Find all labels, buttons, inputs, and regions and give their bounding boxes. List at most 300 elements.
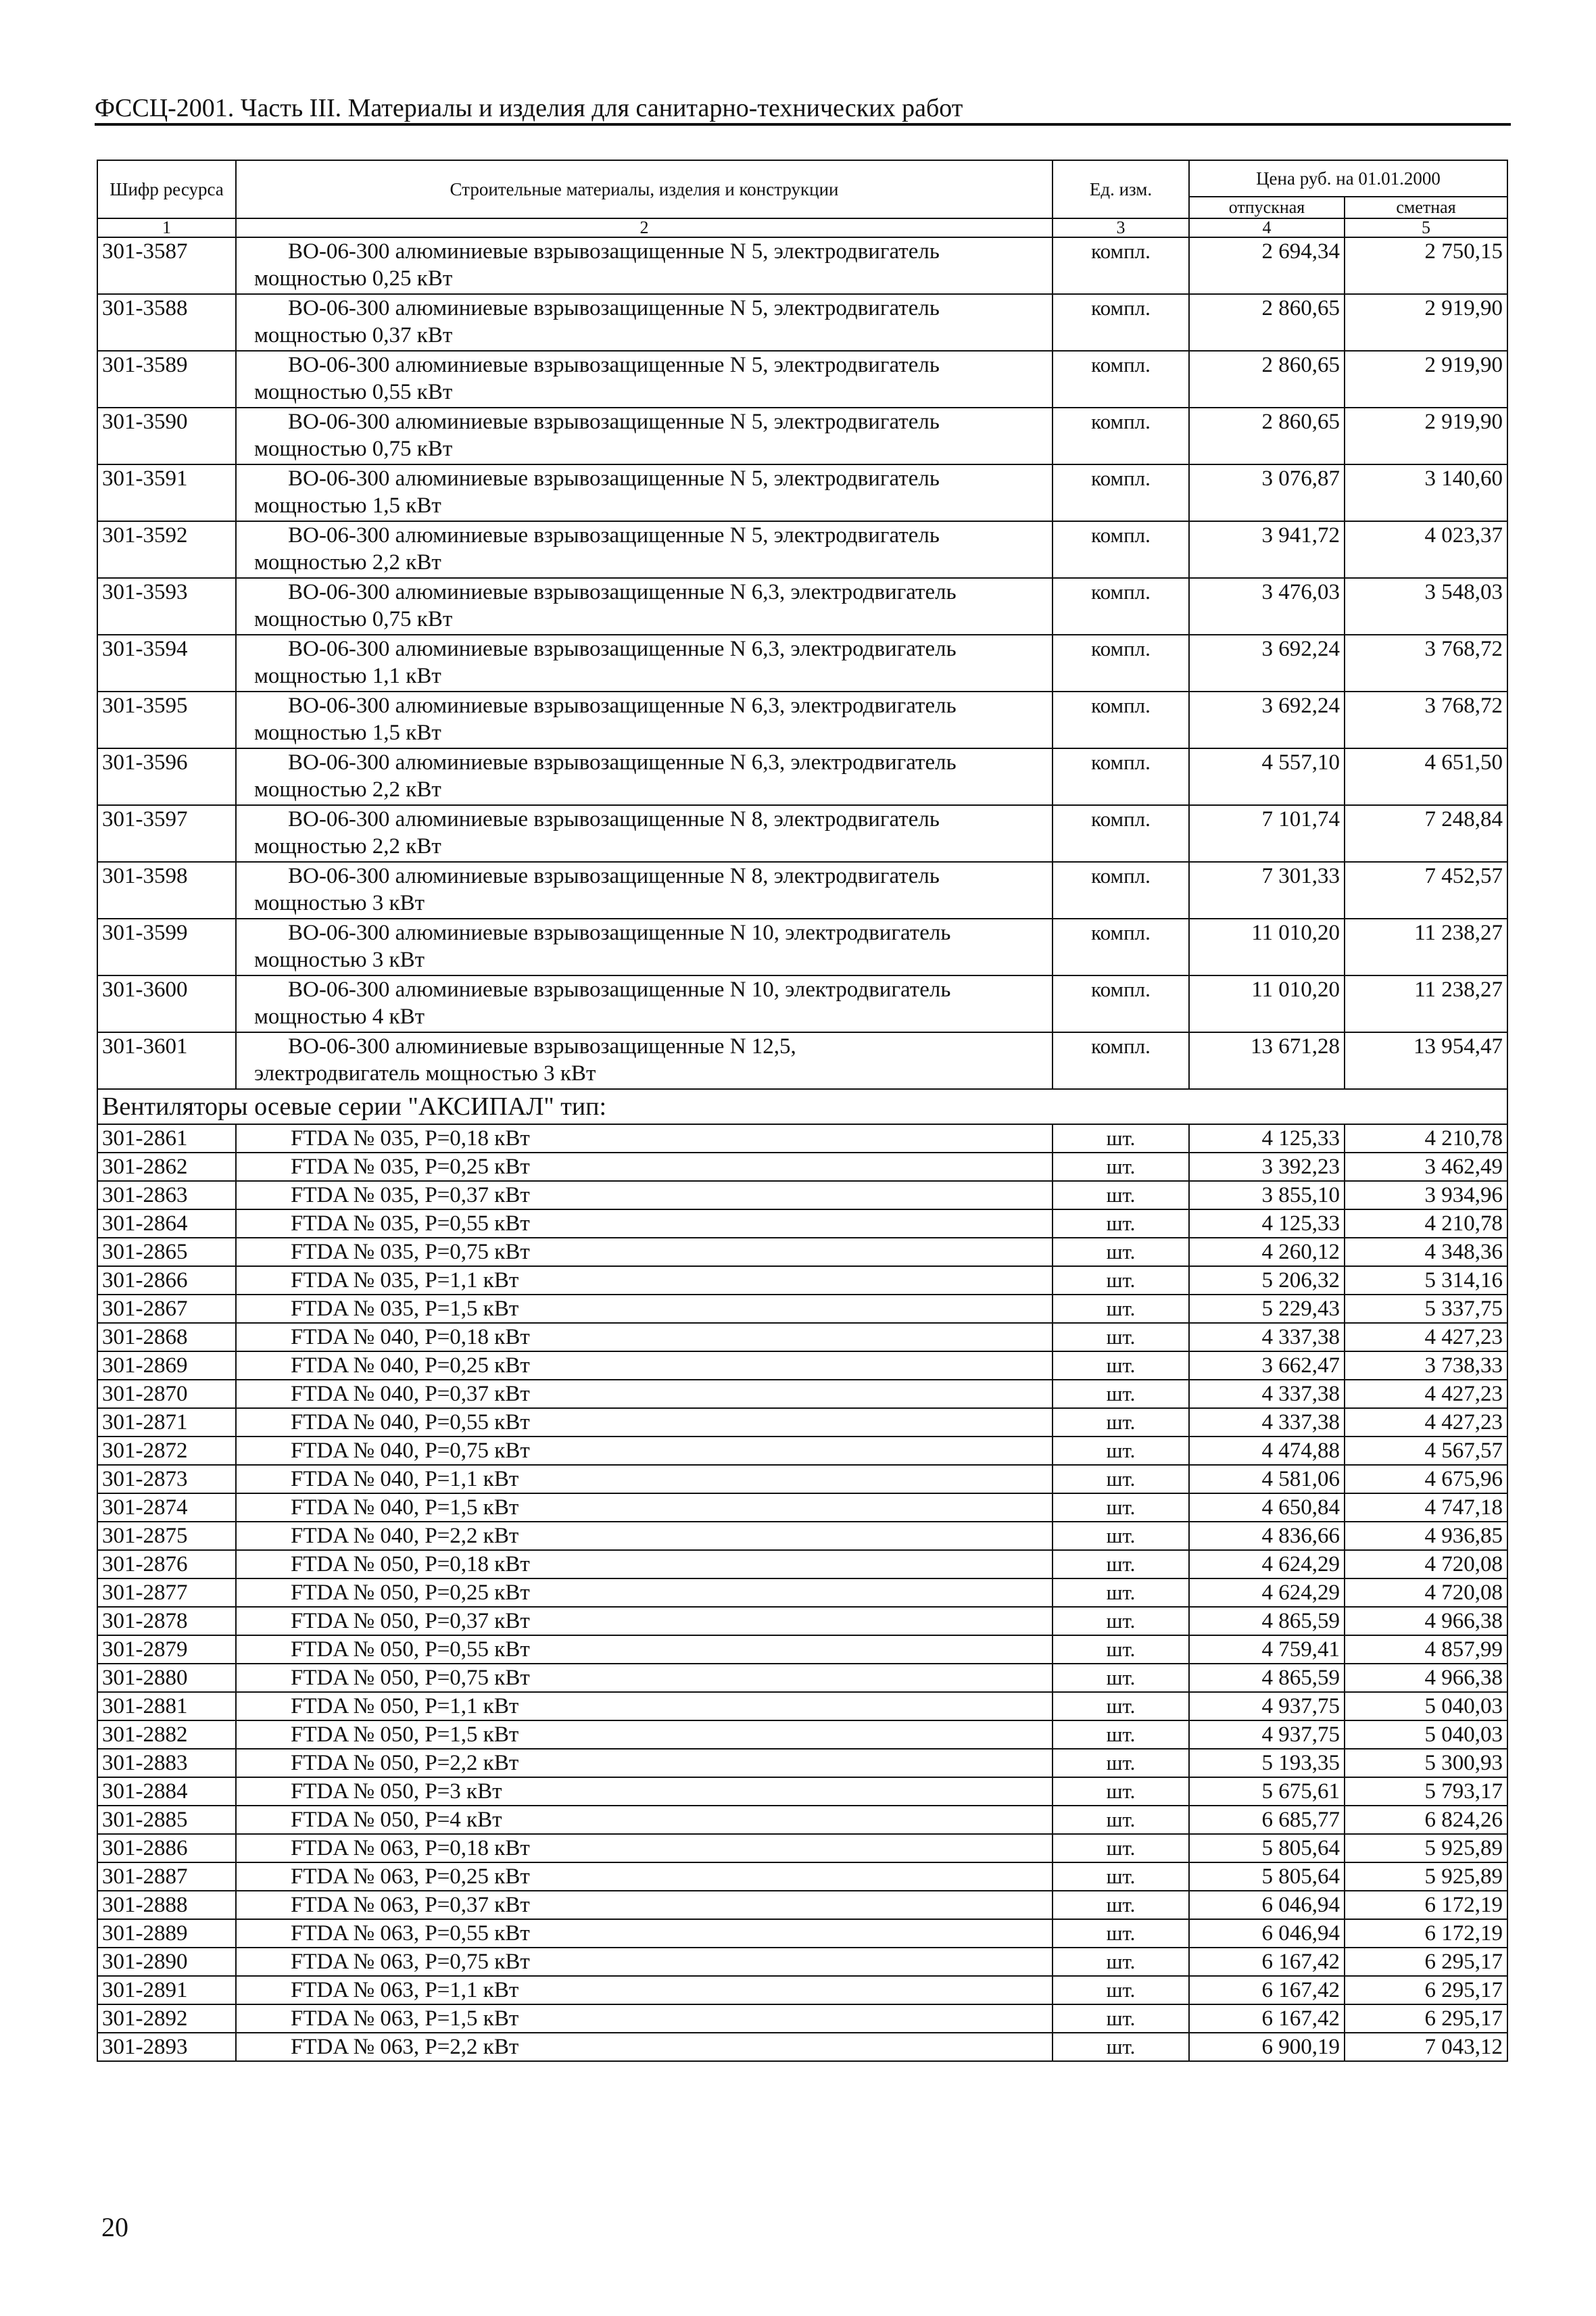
unit-of-measure: шт.	[1053, 1465, 1189, 1493]
unit-of-measure: шт.	[1053, 1550, 1189, 1578]
table-row	[97, 862, 1507, 919]
material-description: FTDA № 050, P=1,1 кВт	[236, 1692, 1053, 1720]
material-description: FTDA № 063, P=0,55 кВт	[236, 1919, 1053, 1948]
resource-code: 301-3595	[97, 692, 236, 748]
release-price: 3 392,23	[1189, 1153, 1345, 1181]
release-price: 5 805,64	[1189, 1862, 1345, 1891]
material-description: FTDA № 050, P=0,55 кВт	[236, 1635, 1053, 1664]
table-row	[97, 1692, 1507, 1720]
resource-code: 301-3591	[97, 464, 236, 521]
release-price: 13 671,28	[1189, 1032, 1345, 1089]
release-price: 5 206,32	[1189, 1266, 1345, 1295]
resource-code: 301-2875	[97, 1522, 236, 1550]
table-row	[97, 975, 1507, 1032]
estimate-price: 3 768,72	[1345, 692, 1507, 748]
material-description: FTDA № 050, P=2,2 кВт	[236, 1749, 1053, 1777]
material-description: FTDA № 063, P=0,37 кВт	[236, 1891, 1053, 1919]
description-line: ВО-06-300 алюминиевые взрывозащищенные N 8, электродвигатель	[288, 864, 940, 888]
unit-of-measure: шт.	[1053, 1323, 1189, 1351]
release-price: 3 692,24	[1189, 635, 1345, 692]
material-description: FTDA № 050, P=0,18 кВт	[236, 1550, 1053, 1578]
estimate-price: 6 172,19	[1345, 1919, 1507, 1948]
unit-of-measure: компл.	[1053, 635, 1189, 692]
release-price: 4 937,75	[1189, 1692, 1345, 1720]
material-description: FTDA № 040, P=0,75 кВт	[236, 1437, 1053, 1465]
resource-code: 301-3588	[97, 294, 236, 351]
unit-of-measure: шт.	[1053, 1607, 1189, 1635]
table-row	[97, 294, 1507, 351]
resource-code: 301-2870	[97, 1380, 236, 1408]
unit-of-measure: шт.	[1053, 1437, 1189, 1465]
description-line: ВО-06-300 алюминиевые взрывозащищенные N 5, электродвигатель	[288, 296, 940, 320]
estimate-price: 4 210,78	[1345, 1124, 1507, 1153]
resource-code: 301-2891	[97, 1976, 236, 2004]
resource-code: 301-2893	[97, 2033, 236, 2061]
header-price: Цена руб. на 01.01.2000	[1189, 160, 1507, 197]
estimate-price: 5 040,03	[1345, 1692, 1507, 1720]
estimate-price: 7 248,84	[1345, 805, 1507, 862]
table-row	[97, 2033, 1507, 2061]
resource-code: 301-3600	[97, 975, 236, 1032]
material-description	[236, 237, 1053, 294]
material-description: FTDA № 035, P=0,25 кВт	[236, 1153, 1053, 1181]
unit-of-measure: компл.	[1053, 464, 1189, 521]
release-price: 3 692,24	[1189, 692, 1345, 748]
estimate-price: 2 919,90	[1345, 351, 1507, 408]
resource-code: 301-2885	[97, 1806, 236, 1834]
table-row	[97, 1209, 1507, 1238]
release-price: 4 624,29	[1189, 1550, 1345, 1578]
material-description	[236, 919, 1053, 975]
resource-code: 301-2889	[97, 1919, 236, 1948]
release-price: 5 193,35	[1189, 1749, 1345, 1777]
estimate-price: 4 023,37	[1345, 521, 1507, 578]
resource-code: 301-3592	[97, 521, 236, 578]
material-description	[236, 464, 1053, 521]
estimate-price: 6 824,26	[1345, 1806, 1507, 1834]
table-row	[97, 1124, 1507, 1153]
material-description	[236, 748, 1053, 805]
description-line: ВО-06-300 алюминиевые взрывозащищенные N 5, электродвигатель	[288, 353, 940, 377]
table-row	[97, 237, 1507, 294]
release-price: 4 337,38	[1189, 1323, 1345, 1351]
column-number: 3	[1053, 218, 1189, 237]
material-description: FTDA № 040, P=1,5 кВт	[236, 1493, 1053, 1522]
resource-code: 301-2879	[97, 1635, 236, 1664]
estimate-price: 6 295,17	[1345, 2004, 1507, 2033]
resource-code: 301-2892	[97, 2004, 236, 2033]
description-line: ВО-06-300 алюминиевые взрывозащищенные N 6,3, электродвигатель	[288, 750, 957, 775]
resource-code: 301-2863	[97, 1181, 236, 1209]
unit-of-measure: шт.	[1053, 1777, 1189, 1806]
unit-of-measure: шт.	[1053, 1295, 1189, 1323]
release-price: 4 650,84	[1189, 1493, 1345, 1522]
description-line: мощностью 2,2 кВт	[254, 777, 441, 802]
release-price: 4 937,75	[1189, 1720, 1345, 1749]
estimate-price: 4 427,23	[1345, 1323, 1507, 1351]
description-line: мощностью 0,55 кВт	[254, 380, 453, 404]
resource-code: 301-2872	[97, 1437, 236, 1465]
column-number: 1	[97, 218, 236, 237]
table-row	[97, 1607, 1507, 1635]
description-line: мощностью 0,37 кВт	[254, 323, 453, 347]
header-code: Шифр ресурса	[97, 160, 236, 218]
description-line: мощностью 0,25 кВт	[254, 266, 453, 291]
material-description	[236, 692, 1053, 748]
description-line: ВО-06-300 алюминиевые взрывозащищенные N 5, электродвигатель	[288, 410, 940, 434]
estimate-price: 6 295,17	[1345, 1948, 1507, 1976]
estimate-price: 4 675,96	[1345, 1465, 1507, 1493]
release-price: 4 337,38	[1189, 1408, 1345, 1437]
estimate-price: 4 857,99	[1345, 1635, 1507, 1664]
resource-code: 301-2882	[97, 1720, 236, 1749]
material-description: FTDA № 050, P=3 кВт	[236, 1777, 1053, 1806]
estimate-price: 4 966,38	[1345, 1664, 1507, 1692]
release-price: 6 900,19	[1189, 2033, 1345, 2061]
material-description: FTDA № 035, P=0,55 кВт	[236, 1209, 1053, 1238]
release-price: 4 125,33	[1189, 1124, 1345, 1153]
unit-of-measure: шт.	[1053, 2033, 1189, 2061]
table-body-fans-vo	[97, 237, 1507, 1089]
description-line: ВО-06-300 алюминиевые взрывозащищенные N 12,5,	[288, 1034, 796, 1059]
estimate-price: 4 720,08	[1345, 1550, 1507, 1578]
estimate-price: 11 238,27	[1345, 919, 1507, 975]
estimate-price: 5 314,16	[1345, 1266, 1507, 1295]
resource-code: 301-2881	[97, 1692, 236, 1720]
table-row	[97, 919, 1507, 975]
estimate-price: 6 172,19	[1345, 1891, 1507, 1919]
resource-code: 301-2871	[97, 1408, 236, 1437]
estimate-price: 6 295,17	[1345, 1976, 1507, 2004]
description-line: мощностью 1,1 кВт	[254, 664, 441, 688]
description-line: мощностью 2,2 кВт	[254, 834, 441, 859]
description-line: ВО-06-300 алюминиевые взрывозащищенные N 5, электродвигатель	[288, 523, 940, 548]
release-price: 4 624,29	[1189, 1578, 1345, 1607]
material-description: FTDA № 035, P=0,37 кВт	[236, 1181, 1053, 1209]
table-row	[97, 1578, 1507, 1607]
unit-of-measure: шт.	[1053, 1380, 1189, 1408]
release-price: 2 694,34	[1189, 237, 1345, 294]
unit-of-measure: компл.	[1053, 1032, 1189, 1089]
description-line: электродвигатель мощностью 3 кВт	[254, 1061, 596, 1086]
column-number: 4	[1189, 218, 1345, 237]
table-row	[97, 1749, 1507, 1777]
resource-code: 301-3599	[97, 919, 236, 975]
estimate-price: 5 040,03	[1345, 1720, 1507, 1749]
description-line: мощностью 3 кВт	[254, 891, 425, 915]
release-price: 7 301,33	[1189, 862, 1345, 919]
release-price: 6 167,42	[1189, 1976, 1345, 2004]
unit-of-measure: шт.	[1053, 2004, 1189, 2033]
estimate-price: 7 452,57	[1345, 862, 1507, 919]
table-row	[97, 351, 1507, 408]
unit-of-measure: шт.	[1053, 1209, 1189, 1238]
estimate-price: 7 043,12	[1345, 2033, 1507, 2061]
table-row	[97, 1351, 1507, 1380]
release-price: 4 581,06	[1189, 1465, 1345, 1493]
material-description: FTDA № 063, P=1,5 кВт	[236, 2004, 1053, 2033]
resource-code: 301-2869	[97, 1351, 236, 1380]
resource-code: 301-2888	[97, 1891, 236, 1919]
table-row	[97, 1777, 1507, 1806]
unit-of-measure: шт.	[1053, 1862, 1189, 1891]
resource-code: 301-2876	[97, 1550, 236, 1578]
material-description: FTDA № 050, P=0,25 кВт	[236, 1578, 1053, 1607]
release-price: 6 167,42	[1189, 2004, 1345, 2033]
table-row	[97, 1380, 1507, 1408]
resource-code: 301-3594	[97, 635, 236, 692]
unit-of-measure: компл.	[1053, 862, 1189, 919]
description-line: мощностью 3 кВт	[254, 948, 425, 972]
release-price: 5 675,61	[1189, 1777, 1345, 1806]
release-price: 4 759,41	[1189, 1635, 1345, 1664]
unit-of-measure: шт.	[1053, 1266, 1189, 1295]
unit-of-measure: компл.	[1053, 692, 1189, 748]
table-row	[97, 408, 1507, 464]
table-row	[97, 1635, 1507, 1664]
resource-code: 301-2865	[97, 1238, 236, 1266]
material-description: FTDA № 063, P=1,1 кВт	[236, 1976, 1053, 2004]
estimate-price: 5 793,17	[1345, 1777, 1507, 1806]
section-row	[97, 1089, 1507, 1124]
description-line: мощностью 1,5 кВт	[254, 721, 441, 745]
section-title: Вентиляторы осевые серии "АКСИПАЛ" тип:	[97, 1089, 1507, 1124]
header-estimate-price: сметная	[1345, 197, 1507, 218]
resource-code: 301-2877	[97, 1578, 236, 1607]
release-price: 4 865,59	[1189, 1664, 1345, 1692]
resource-code: 301-2880	[97, 1664, 236, 1692]
estimate-price: 4 210,78	[1345, 1209, 1507, 1238]
release-price: 3 941,72	[1189, 521, 1345, 578]
table-row	[97, 1323, 1507, 1351]
material-description	[236, 975, 1053, 1032]
table-row	[97, 464, 1507, 521]
table-row	[97, 1919, 1507, 1948]
unit-of-measure: компл.	[1053, 975, 1189, 1032]
material-description: FTDA № 035, P=0,75 кВт	[236, 1238, 1053, 1266]
unit-of-measure: компл.	[1053, 351, 1189, 408]
column-numbers-row	[97, 218, 1507, 237]
table-row	[97, 1266, 1507, 1295]
description-line: мощностью 4 кВт	[254, 1005, 425, 1029]
estimate-price: 4 348,36	[1345, 1238, 1507, 1266]
table-row	[97, 1948, 1507, 1976]
release-price: 6 167,42	[1189, 1948, 1345, 1976]
release-price: 4 125,33	[1189, 1209, 1345, 1238]
table-row	[97, 1834, 1507, 1862]
unit-of-measure: компл.	[1053, 237, 1189, 294]
estimate-price: 4 651,50	[1345, 748, 1507, 805]
material-description: FTDA № 063, P=0,25 кВт	[236, 1862, 1053, 1891]
unit-of-measure: компл.	[1053, 521, 1189, 578]
estimate-price: 2 919,90	[1345, 408, 1507, 464]
table-row	[97, 1153, 1507, 1181]
unit-of-measure: шт.	[1053, 1948, 1189, 1976]
unit-of-measure: шт.	[1053, 1493, 1189, 1522]
release-price: 11 010,20	[1189, 919, 1345, 975]
unit-of-measure: шт.	[1053, 1124, 1189, 1153]
description-line: мощностью 2,2 кВт	[254, 550, 441, 575]
table-row	[97, 1295, 1507, 1323]
material-description: FTDA № 040, P=2,2 кВт	[236, 1522, 1053, 1550]
unit-of-measure: шт.	[1053, 1635, 1189, 1664]
material-description	[236, 294, 1053, 351]
material-description: FTDA № 040, P=1,1 кВт	[236, 1465, 1053, 1493]
resource-code: 301-3597	[97, 805, 236, 862]
unit-of-measure: шт.	[1053, 1408, 1189, 1437]
table-row	[97, 1550, 1507, 1578]
description-line: ВО-06-300 алюминиевые взрывозащищенные N 10, электродвигатель	[288, 978, 951, 1002]
table-row	[97, 1806, 1507, 1834]
page-header-title: ФССЦ-2001. Часть III. Материалы и изделия для санитарно-технических работ	[95, 94, 963, 122]
release-price: 4 260,12	[1189, 1238, 1345, 1266]
resource-code: 301-2884	[97, 1777, 236, 1806]
estimate-price: 3 462,49	[1345, 1153, 1507, 1181]
table-row	[97, 748, 1507, 805]
header-release-price: отпускная	[1189, 197, 1345, 218]
unit-of-measure: шт.	[1053, 1578, 1189, 1607]
unit-of-measure: шт.	[1053, 1153, 1189, 1181]
description-line: ВО-06-300 алюминиевые взрывозащищенные N 5, электродвигатель	[288, 466, 940, 491]
estimate-price: 5 337,75	[1345, 1295, 1507, 1323]
release-price: 5 805,64	[1189, 1834, 1345, 1862]
resource-code: 301-3587	[97, 237, 236, 294]
release-price: 5 229,43	[1189, 1295, 1345, 1323]
resource-code: 301-2874	[97, 1493, 236, 1522]
table-row	[97, 1181, 1507, 1209]
estimate-price: 3 738,33	[1345, 1351, 1507, 1380]
column-number: 5	[1345, 218, 1507, 237]
table-row	[97, 2004, 1507, 2033]
material-description: FTDA № 063, P=0,18 кВт	[236, 1834, 1053, 1862]
release-price: 3 855,10	[1189, 1181, 1345, 1209]
material-description	[236, 635, 1053, 692]
unit-of-measure: компл.	[1053, 919, 1189, 975]
estimate-price: 4 936,85	[1345, 1522, 1507, 1550]
unit-of-measure: шт.	[1053, 1664, 1189, 1692]
estimate-price: 2 919,90	[1345, 294, 1507, 351]
unit-of-measure: шт.	[1053, 1891, 1189, 1919]
resource-code: 301-3589	[97, 351, 236, 408]
release-price: 6 046,94	[1189, 1919, 1345, 1948]
table-row	[97, 1465, 1507, 1493]
description-line: мощностью 0,75 кВт	[254, 607, 453, 631]
table-row	[97, 1720, 1507, 1749]
estimate-price: 11 238,27	[1345, 975, 1507, 1032]
estimate-price: 3 548,03	[1345, 578, 1507, 635]
material-description: FTDA № 035, P=0,18 кВт	[236, 1124, 1053, 1153]
unit-of-measure: шт.	[1053, 1749, 1189, 1777]
column-number: 2	[236, 218, 1053, 237]
resource-code: 301-3598	[97, 862, 236, 919]
resource-code: 301-2887	[97, 1862, 236, 1891]
estimate-price: 13 954,47	[1345, 1032, 1507, 1089]
release-price: 4 557,10	[1189, 748, 1345, 805]
table-body-section	[97, 1089, 1507, 1124]
release-price: 2 860,65	[1189, 294, 1345, 351]
header-rule	[95, 123, 1511, 126]
unit-of-measure: шт.	[1053, 1720, 1189, 1749]
estimate-price: 3 768,72	[1345, 635, 1507, 692]
price-table	[97, 160, 1508, 2062]
table-row	[97, 1437, 1507, 1465]
resource-code: 301-2878	[97, 1607, 236, 1635]
resource-code: 301-3590	[97, 408, 236, 464]
description-line: ВО-06-300 алюминиевые взрывозащищенные N 6,3, электродвигатель	[288, 580, 957, 604]
unit-of-measure: шт.	[1053, 1919, 1189, 1948]
resource-code: 301-2890	[97, 1948, 236, 1976]
header-description: Строительные материалы, изделия и конструкции	[236, 160, 1053, 218]
resource-code: 301-2883	[97, 1749, 236, 1777]
unit-of-measure: шт.	[1053, 1806, 1189, 1834]
material-description	[236, 351, 1053, 408]
release-price: 4 474,88	[1189, 1437, 1345, 1465]
estimate-price: 5 925,89	[1345, 1834, 1507, 1862]
table-body-fans-ftda	[97, 1124, 1507, 2061]
release-price: 2 860,65	[1189, 351, 1345, 408]
release-price: 4 337,38	[1189, 1380, 1345, 1408]
table-row	[97, 1664, 1507, 1692]
estimate-price: 4 966,38	[1345, 1607, 1507, 1635]
resource-code: 301-2866	[97, 1266, 236, 1295]
estimate-price: 4 720,08	[1345, 1578, 1507, 1607]
unit-of-measure: компл.	[1053, 748, 1189, 805]
description-line: ВО-06-300 алюминиевые взрывозащищенные N 5, электродвигатель	[288, 239, 940, 264]
release-price: 4 865,59	[1189, 1607, 1345, 1635]
estimate-price: 4 567,57	[1345, 1437, 1507, 1465]
resource-code: 301-3601	[97, 1032, 236, 1089]
material-description: FTDA № 050, P=1,5 кВт	[236, 1720, 1053, 1749]
release-price: 6 046,94	[1189, 1891, 1345, 1919]
description-line: ВО-06-300 алюминиевые взрывозащищенные N 8, электродвигатель	[288, 807, 940, 831]
estimate-price: 4 427,23	[1345, 1408, 1507, 1437]
material-description: FTDA № 063, P=2,2 кВт	[236, 2033, 1053, 2061]
release-price: 7 101,74	[1189, 805, 1345, 862]
unit-of-measure: компл.	[1053, 805, 1189, 862]
description-line: ВО-06-300 алюминиевые взрывозащищенные N 6,3, электродвигатель	[288, 637, 957, 661]
table-row	[97, 805, 1507, 862]
estimate-price: 5 300,93	[1345, 1749, 1507, 1777]
estimate-price: 2 750,15	[1345, 237, 1507, 294]
unit-of-measure: шт.	[1053, 1976, 1189, 2004]
unit-of-measure: шт.	[1053, 1351, 1189, 1380]
material-description: FTDA № 063, P=0,75 кВт	[236, 1948, 1053, 1976]
material-description: FTDA № 050, P=4 кВт	[236, 1806, 1053, 1834]
resource-code: 301-2868	[97, 1323, 236, 1351]
material-description	[236, 862, 1053, 919]
table-row	[97, 1522, 1507, 1550]
description-line: ВО-06-300 алюминиевые взрывозащищенные N 10, электродвигатель	[288, 921, 951, 945]
material-description: FTDA № 035, P=1,1 кВт	[236, 1266, 1053, 1295]
header-unit: Ед. изм.	[1053, 160, 1189, 218]
page-number: 20	[101, 2212, 128, 2242]
table-row	[97, 578, 1507, 635]
table-row	[97, 1032, 1507, 1089]
material-description: FTDA № 040, P=0,25 кВт	[236, 1351, 1053, 1380]
description-line: мощностью 0,75 кВт	[254, 437, 453, 461]
resource-code: 301-2862	[97, 1153, 236, 1181]
material-description	[236, 578, 1053, 635]
table-row	[97, 1976, 1507, 2004]
material-description: FTDA № 040, P=0,37 кВт	[236, 1380, 1053, 1408]
material-description	[236, 1032, 1053, 1089]
release-price: 11 010,20	[1189, 975, 1345, 1032]
estimate-price: 4 747,18	[1345, 1493, 1507, 1522]
resource-code: 301-2873	[97, 1465, 236, 1493]
release-price: 2 860,65	[1189, 408, 1345, 464]
material-description	[236, 805, 1053, 862]
material-description: FTDA № 050, P=0,75 кВт	[236, 1664, 1053, 1692]
